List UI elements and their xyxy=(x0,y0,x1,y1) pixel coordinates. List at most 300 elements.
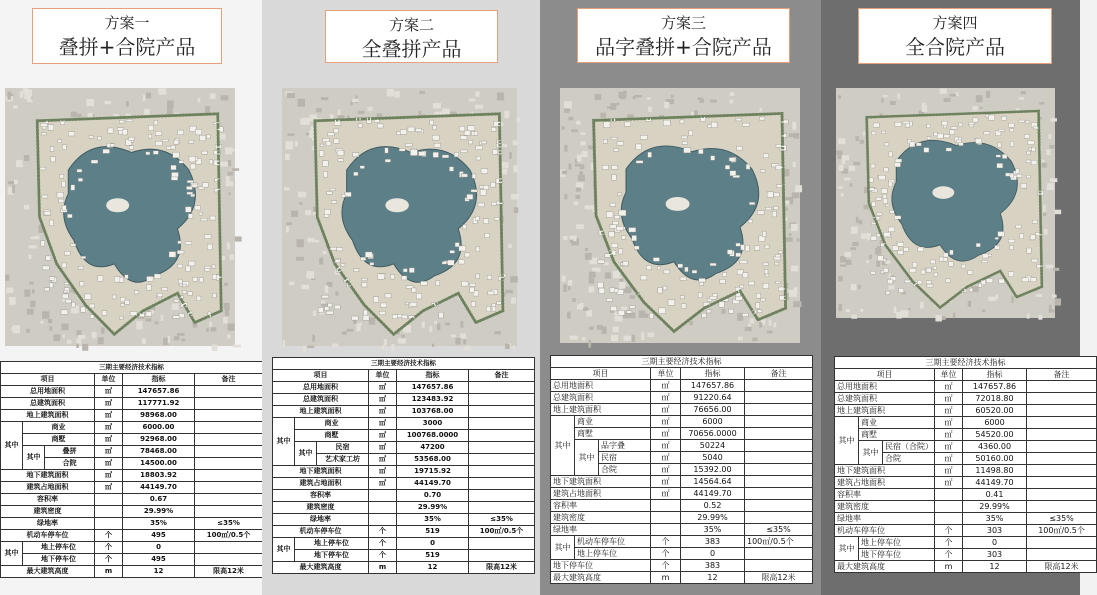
row-note xyxy=(469,442,535,454)
row-label: 绿地率 xyxy=(835,513,935,525)
row-value: 0 xyxy=(963,537,1027,549)
table-row xyxy=(551,524,813,536)
row-note xyxy=(1027,405,1097,417)
table-row xyxy=(273,478,535,490)
group-label: 其中 xyxy=(273,538,295,562)
row-note xyxy=(469,382,535,394)
row-value: 6000 xyxy=(681,416,745,428)
row-unit: ㎡ xyxy=(651,452,681,464)
row-note xyxy=(195,470,263,482)
table-row xyxy=(273,490,535,502)
economic-indicator-table xyxy=(550,355,813,584)
header-note: 备注 xyxy=(469,370,535,382)
table-row xyxy=(551,392,813,404)
scheme-title-2 xyxy=(325,10,498,63)
row-unit: ㎡ xyxy=(651,380,681,392)
row-note xyxy=(469,418,535,430)
row-unit: ㎡ xyxy=(651,488,681,500)
row-unit: ㎡ xyxy=(935,429,963,441)
scheme-product: 全叠拼产品 xyxy=(361,37,462,61)
row-unit: 个 xyxy=(651,536,681,548)
row-unit: ㎡ xyxy=(95,398,123,410)
header-note: 备注 xyxy=(195,374,263,386)
table-row xyxy=(551,572,813,584)
row-value: 29.99% xyxy=(123,506,195,518)
row-value: 0.70 xyxy=(397,490,469,502)
row-label: 最大建筑高度 xyxy=(835,561,935,573)
row-note xyxy=(469,478,535,490)
header-value: 指标 xyxy=(123,374,195,386)
row-label: 最大建筑高度 xyxy=(273,562,369,574)
row-note xyxy=(195,554,263,566)
table-body xyxy=(1,362,263,578)
row-unit: 个 xyxy=(369,550,397,562)
table-caption-row xyxy=(1,362,263,374)
row-unit: 个 xyxy=(95,554,123,566)
table-row xyxy=(1,494,263,506)
row-unit: ㎡ xyxy=(369,442,397,454)
table-row xyxy=(273,502,535,514)
row-label: 艺术家工坊 xyxy=(317,454,369,466)
row-label: 地上建筑面积 xyxy=(1,410,95,422)
row-label: 建筑密度 xyxy=(551,512,651,524)
row-label: 总建筑面积 xyxy=(273,394,369,406)
row-label: 总用地面积 xyxy=(273,382,369,394)
row-label: 地下停车位 xyxy=(859,549,935,561)
row-value: 35% xyxy=(681,524,745,536)
economic-indicator-table xyxy=(272,357,535,574)
table-row xyxy=(551,512,813,524)
row-value: 14500.00 xyxy=(123,458,195,470)
economic-indicator-table xyxy=(0,361,263,578)
row-label: 总建筑面积 xyxy=(551,392,651,404)
row-unit: ㎡ xyxy=(935,381,963,393)
row-note xyxy=(745,380,813,392)
row-value: 6000 xyxy=(963,417,1027,429)
row-label: 地下停车位 xyxy=(23,554,95,566)
row-note xyxy=(195,542,263,554)
row-value: 103768.00 xyxy=(397,406,469,418)
table-row xyxy=(1,542,263,554)
row-unit: 个 xyxy=(95,542,123,554)
row-unit xyxy=(935,501,963,513)
header-unit: 单位 xyxy=(369,370,397,382)
economic-indicator-table xyxy=(834,356,1097,573)
row-note xyxy=(745,452,813,464)
row-note xyxy=(195,398,263,410)
row-label: 商墅 xyxy=(23,434,95,446)
row-label: 商墅 xyxy=(295,430,369,442)
table-row xyxy=(551,476,813,488)
table-row xyxy=(273,466,535,478)
row-unit: ㎡ xyxy=(935,477,963,489)
scheme-number: 方案二 xyxy=(388,16,434,34)
row-unit: ㎡ xyxy=(935,441,963,453)
row-value: 147657.86 xyxy=(963,381,1027,393)
row-label: 容积率 xyxy=(273,490,369,502)
row-label: 建筑密度 xyxy=(273,502,369,514)
table-row xyxy=(1,470,263,482)
row-label: 机动车停车位 xyxy=(835,525,935,537)
row-note xyxy=(1027,381,1097,393)
row-unit: ㎡ xyxy=(651,476,681,488)
scheme-panel-4 xyxy=(821,0,1085,595)
header-item: 项目 xyxy=(835,369,935,381)
table-header-row xyxy=(835,369,1097,381)
table-row xyxy=(273,538,535,550)
row-value: 117771.92 xyxy=(123,398,195,410)
row-label: 容积率 xyxy=(835,489,935,501)
table-row xyxy=(273,406,535,418)
table-row xyxy=(1,434,263,446)
row-label: 总建筑面积 xyxy=(1,398,95,410)
row-label: 合院 xyxy=(599,464,651,476)
table-row xyxy=(1,422,263,434)
row-note xyxy=(195,506,263,518)
subgroup-label: 其中 xyxy=(23,446,45,470)
row-label: 地上建筑面积 xyxy=(835,405,935,417)
row-value: 15392.00 xyxy=(681,464,745,476)
table-row xyxy=(273,514,535,526)
row-label: 商业 xyxy=(859,417,935,429)
scheme-panel-2 xyxy=(262,0,540,595)
scheme-product: 品字叠拼+合院产品 xyxy=(595,35,772,59)
row-unit: ㎡ xyxy=(95,446,123,458)
row-label: 绿地率 xyxy=(273,514,369,526)
site-plan-drawing xyxy=(836,88,1055,318)
table-row xyxy=(835,525,1097,537)
row-unit: m xyxy=(935,561,963,573)
subgroup-label: 其中 xyxy=(575,440,599,476)
table-row xyxy=(551,440,813,452)
row-unit: 个 xyxy=(651,560,681,572)
row-label: 绿地率 xyxy=(551,524,651,536)
row-label: 商业 xyxy=(575,416,651,428)
table-row xyxy=(273,442,535,454)
row-value: 54520.00 xyxy=(963,429,1027,441)
table-row xyxy=(551,416,813,428)
row-value: 147657.86 xyxy=(123,386,195,398)
row-value: 76656.00 xyxy=(681,404,745,416)
table-row xyxy=(835,465,1097,477)
row-note: ≤35% xyxy=(469,514,535,526)
row-value: 12 xyxy=(397,562,469,574)
site-plan-drawing xyxy=(560,88,800,343)
table-row xyxy=(273,382,535,394)
row-unit: ㎡ xyxy=(651,440,681,452)
row-note xyxy=(469,502,535,514)
table-row xyxy=(273,526,535,538)
row-value: 35% xyxy=(963,513,1027,525)
row-unit: ㎡ xyxy=(369,430,397,442)
row-value: 147657.86 xyxy=(397,382,469,394)
row-value: 5040 xyxy=(681,452,745,464)
row-note: ≤35% xyxy=(1027,513,1097,525)
row-note: 限高12米 xyxy=(1027,561,1097,573)
row-value: 53568.00 xyxy=(397,454,469,466)
table-row xyxy=(551,548,813,560)
table-row xyxy=(1,530,263,542)
table-caption: 三期主要经济技术指标 xyxy=(551,356,813,368)
row-value: 14564.64 xyxy=(681,476,745,488)
row-unit: 个 xyxy=(651,548,681,560)
site-plan-image xyxy=(836,88,1055,318)
table-row xyxy=(551,488,813,500)
row-label: 建筑占地面积 xyxy=(551,488,651,500)
table-row xyxy=(273,394,535,406)
row-unit: 个 xyxy=(935,537,963,549)
row-unit: ㎡ xyxy=(651,464,681,476)
row-unit: ㎡ xyxy=(369,454,397,466)
row-note: 100㎡/0.5个 xyxy=(195,530,263,542)
row-unit xyxy=(651,524,681,536)
table-header-row xyxy=(273,370,535,382)
row-unit xyxy=(651,512,681,524)
header-item: 项目 xyxy=(551,368,651,380)
row-label: 品字叠 xyxy=(599,440,651,452)
row-unit: ㎡ xyxy=(369,478,397,490)
row-note xyxy=(195,494,263,506)
row-note xyxy=(1027,429,1097,441)
row-unit xyxy=(369,514,397,526)
table-row xyxy=(835,429,1097,441)
row-label: 容积率 xyxy=(551,500,651,512)
row-note xyxy=(469,550,535,562)
group-label: 其中 xyxy=(835,537,859,561)
row-unit: ㎡ xyxy=(369,394,397,406)
row-unit xyxy=(369,502,397,514)
table-row xyxy=(551,404,813,416)
row-value: 147657.86 xyxy=(681,380,745,392)
row-note: 限高12米 xyxy=(195,566,263,578)
row-value: 72018.80 xyxy=(963,393,1027,405)
row-value: 100768.0000 xyxy=(397,430,469,442)
scheme-panel-3 xyxy=(540,0,821,595)
row-label: 民宿（合院） xyxy=(883,441,935,453)
row-note xyxy=(1027,489,1097,501)
row-note xyxy=(1027,501,1097,513)
table-row xyxy=(835,381,1097,393)
header-unit: 单位 xyxy=(651,368,681,380)
row-value: 383 xyxy=(681,560,745,572)
row-value: 98968.00 xyxy=(123,410,195,422)
table-row xyxy=(1,386,263,398)
row-value: 0 xyxy=(681,548,745,560)
row-unit: 个 xyxy=(935,525,963,537)
group-label: 其中 xyxy=(551,416,575,476)
table-row xyxy=(835,549,1097,561)
row-unit: ㎡ xyxy=(95,470,123,482)
row-value: 383 xyxy=(681,536,745,548)
table-row xyxy=(835,501,1097,513)
row-unit: ㎡ xyxy=(369,418,397,430)
row-unit: ㎡ xyxy=(651,392,681,404)
row-note xyxy=(469,394,535,406)
row-value: 0.52 xyxy=(681,500,745,512)
group-label: 其中 xyxy=(551,536,575,560)
table-row xyxy=(1,446,263,458)
row-label: 建筑占地面积 xyxy=(835,477,935,489)
row-value: 18803.92 xyxy=(123,470,195,482)
row-value: 0 xyxy=(123,542,195,554)
row-label: 总建筑面积 xyxy=(835,393,935,405)
row-label: 商业 xyxy=(23,422,95,434)
row-label: 商墅 xyxy=(575,428,651,440)
row-note: 100㎡/0.5个 xyxy=(469,526,535,538)
row-unit: m xyxy=(369,562,397,574)
row-note xyxy=(195,434,263,446)
row-unit: ㎡ xyxy=(95,422,123,434)
table-row xyxy=(835,393,1097,405)
table-row xyxy=(1,566,263,578)
row-label: 地下建筑面积 xyxy=(273,466,369,478)
header-item: 项目 xyxy=(273,370,369,382)
row-unit: 个 xyxy=(935,549,963,561)
row-note: 100㎡/0.5个 xyxy=(1027,525,1097,537)
table-row xyxy=(273,430,535,442)
scheme-title-4 xyxy=(858,8,1052,64)
row-value: 4360.00 xyxy=(963,441,1027,453)
row-unit: ㎡ xyxy=(95,482,123,494)
row-value: 19715.92 xyxy=(397,466,469,478)
row-note xyxy=(1027,537,1097,549)
table-row xyxy=(835,513,1097,525)
table-header-row xyxy=(551,368,813,380)
row-value: 35% xyxy=(123,518,195,530)
row-label: 民宿 xyxy=(599,452,651,464)
row-label: 商墅 xyxy=(859,429,935,441)
row-value: 11498.80 xyxy=(963,465,1027,477)
table-row xyxy=(835,561,1097,573)
table-row xyxy=(273,550,535,562)
row-value: 78468.00 xyxy=(123,446,195,458)
row-unit: ㎡ xyxy=(651,416,681,428)
table-row xyxy=(1,518,263,530)
row-note xyxy=(195,410,263,422)
scheme-product: 叠拼+合院产品 xyxy=(58,35,196,59)
row-value: 519 xyxy=(397,526,469,538)
row-note xyxy=(195,482,263,494)
row-value: 92968.00 xyxy=(123,434,195,446)
row-note xyxy=(745,464,813,476)
row-label: 地上停车位 xyxy=(295,538,369,550)
table-caption: 三期主要经济技术指标 xyxy=(273,358,535,370)
row-unit: ㎡ xyxy=(95,434,123,446)
row-note: 限高12米 xyxy=(469,562,535,574)
table-row xyxy=(835,441,1097,453)
row-value: 123483.92 xyxy=(397,394,469,406)
site-plan-image xyxy=(282,88,517,346)
row-unit xyxy=(935,489,963,501)
group-label: 其中 xyxy=(1,422,23,470)
row-unit: ㎡ xyxy=(651,404,681,416)
row-value: 495 xyxy=(123,554,195,566)
row-value: 495 xyxy=(123,530,195,542)
row-value: 6000.00 xyxy=(123,422,195,434)
row-unit: ㎡ xyxy=(935,465,963,477)
row-note xyxy=(469,406,535,418)
row-unit: ㎡ xyxy=(935,405,963,417)
scheme-product: 全合院产品 xyxy=(905,35,1005,59)
row-note xyxy=(195,458,263,470)
table-row xyxy=(273,418,535,430)
row-value: 91220.64 xyxy=(681,392,745,404)
row-unit: ㎡ xyxy=(95,410,123,422)
row-note xyxy=(745,512,813,524)
header-unit: 单位 xyxy=(95,374,123,386)
row-note xyxy=(1027,441,1097,453)
table-caption-row xyxy=(551,356,813,368)
row-label: 地下建筑面积 xyxy=(551,476,651,488)
row-label: 最大建筑高度 xyxy=(1,566,95,578)
row-label: 机动车停车位 xyxy=(273,526,369,538)
table-header-row xyxy=(1,374,263,386)
table-body xyxy=(273,358,535,574)
row-note xyxy=(469,454,535,466)
table-row xyxy=(1,482,263,494)
header-value: 指标 xyxy=(681,368,745,380)
row-note xyxy=(1027,465,1097,477)
row-value: 44149.70 xyxy=(963,477,1027,489)
row-note xyxy=(745,500,813,512)
group-label: 其中 xyxy=(273,418,295,466)
table-caption: 三期主要经济技术指标 xyxy=(835,357,1097,369)
row-unit: m xyxy=(95,566,123,578)
row-label: 建筑占地面积 xyxy=(273,478,369,490)
row-note: ≤35% xyxy=(745,524,813,536)
row-value: 0.41 xyxy=(963,489,1027,501)
row-label: 民宿 xyxy=(317,442,369,454)
table-body xyxy=(551,356,813,584)
table-row xyxy=(835,477,1097,489)
table-body xyxy=(835,357,1097,573)
table-row xyxy=(273,562,535,574)
table-caption-row xyxy=(835,357,1097,369)
row-label: 地上停车位 xyxy=(23,542,95,554)
row-value: 50224 xyxy=(681,440,745,452)
row-value: 44149.70 xyxy=(681,488,745,500)
row-value: 3000 xyxy=(397,418,469,430)
row-unit: ㎡ xyxy=(369,382,397,394)
header-unit: 单位 xyxy=(935,369,963,381)
row-unit: ㎡ xyxy=(95,458,123,470)
row-label: 叠拼 xyxy=(45,446,95,458)
row-label: 最大建筑高度 xyxy=(551,572,651,584)
row-label: 地上建筑面积 xyxy=(551,404,651,416)
row-unit xyxy=(935,513,963,525)
row-unit xyxy=(95,494,123,506)
row-note xyxy=(469,430,535,442)
row-value: 44149.70 xyxy=(123,482,195,494)
row-label: 总用地面积 xyxy=(835,381,935,393)
row-unit: ㎡ xyxy=(95,386,123,398)
row-note xyxy=(745,392,813,404)
table-row xyxy=(835,405,1097,417)
scheme-panel-1 xyxy=(0,0,262,595)
row-note xyxy=(745,404,813,416)
row-label: 地上建筑面积 xyxy=(273,406,369,418)
row-note xyxy=(195,422,263,434)
row-label: 建筑密度 xyxy=(1,506,95,518)
row-note xyxy=(469,490,535,502)
row-value: 12 xyxy=(963,561,1027,573)
row-label: 地上停车位 xyxy=(575,548,651,560)
row-label: 合院 xyxy=(45,458,95,470)
group-label: 其中 xyxy=(835,417,859,465)
row-value: 70656.0000 xyxy=(681,428,745,440)
table-caption: 三期主要经济技术指标 xyxy=(1,362,263,374)
row-unit: 个 xyxy=(95,530,123,542)
